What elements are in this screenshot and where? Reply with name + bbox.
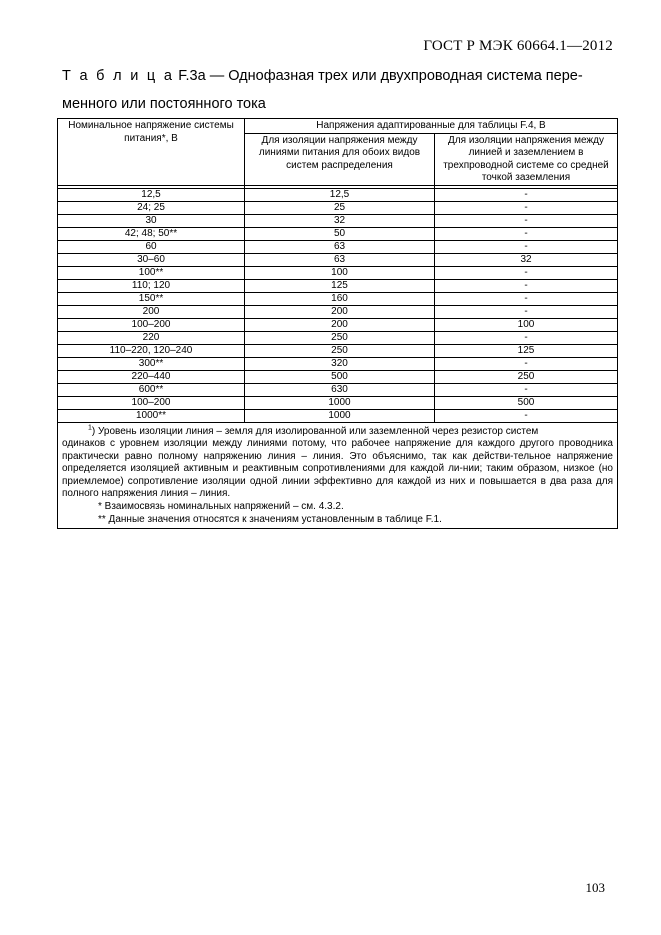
table-cell: 60 xyxy=(58,240,245,253)
table-cell: 500 xyxy=(245,370,435,383)
table-cell: - xyxy=(435,357,618,370)
voltage-table xyxy=(57,118,618,529)
table-row xyxy=(58,383,618,396)
table-cell: 42; 48; 50** xyxy=(58,227,245,240)
caption-text: F.3a — Однофазная трех или двухпроводная система пере-менного или постоянного тока xyxy=(62,68,583,112)
table-cell: - xyxy=(435,188,618,201)
note-paragraph xyxy=(62,426,613,439)
table-body xyxy=(58,185,618,422)
table-cell: 1000 xyxy=(245,409,435,422)
table-row xyxy=(58,305,618,318)
table-cell: 32 xyxy=(435,253,618,266)
table-cell: - xyxy=(435,201,618,214)
table-cell: 150** xyxy=(58,292,245,305)
table-row xyxy=(58,253,618,266)
table-cell: 100 xyxy=(245,266,435,279)
table-cell: 1000** xyxy=(58,409,245,422)
table-cell: - xyxy=(435,227,618,240)
table-cell: 12,5 xyxy=(245,188,435,201)
table-cell: 100** xyxy=(58,266,245,279)
table-row xyxy=(58,279,618,292)
table-cell: 220–440 xyxy=(58,370,245,383)
table-cell: 32 xyxy=(245,214,435,227)
table-cell: 63 xyxy=(245,240,435,253)
table-cell: 100–200 xyxy=(58,396,245,409)
table-row xyxy=(58,227,618,240)
table-row xyxy=(58,370,618,383)
table-cell: - xyxy=(435,240,618,253)
caption-label: Т а б л и ц а xyxy=(62,68,175,84)
note-superscript: 1 xyxy=(88,424,92,432)
table-cell: 300** xyxy=(58,357,245,370)
table-cell: 25 xyxy=(245,201,435,214)
note-continuation: одинаков с уровнем изоляции между линиями потому, что рабочее напряжение для каждого другого проводника практически равно полному напряжению линия – линия. Это объяснимо, так как действи-тельное напряжение определяется изоляцией активным и реактивным сопротивлениями для каждой ли-нии; таким образом, низкое (но приемлемое) сопротивление изоляции одной линии эффективно для каждой из них и повышается в два раза для полного напряжения линия – линия. xyxy=(62,438,613,500)
table-cell: 125 xyxy=(245,279,435,292)
document-header: ГОСТ Р МЭК 60664.1—2012 xyxy=(423,38,613,54)
table-cell: 200 xyxy=(245,305,435,318)
table-row xyxy=(58,396,618,409)
table-cell: 1000 xyxy=(245,396,435,409)
table-cell: 200 xyxy=(245,318,435,331)
note-text: ) Уровень изоляции линия – земля для изолированной или заземленной через резистор систем xyxy=(91,425,539,437)
table-cell: 250 xyxy=(435,370,618,383)
table-notes xyxy=(58,422,618,529)
table-cell: - xyxy=(435,279,618,292)
table-row xyxy=(58,214,618,227)
table-row xyxy=(58,357,618,370)
table-cell: 12,5 xyxy=(58,188,245,201)
table-row xyxy=(58,344,618,357)
table-cell: 110; 120 xyxy=(58,279,245,292)
table-row xyxy=(58,240,618,253)
table-row xyxy=(58,292,618,305)
table-cell: 500 xyxy=(435,396,618,409)
table-cell: 200 xyxy=(58,305,245,318)
footnote-double-star: ** Данные значения относятся к значениям установленным в таблице F.1. xyxy=(98,513,442,525)
table-row xyxy=(58,331,618,344)
table-caption xyxy=(62,62,607,118)
table-cell: - xyxy=(435,409,618,422)
table-cell: 63 xyxy=(245,253,435,266)
table-cell: 250 xyxy=(245,344,435,357)
table-cell: - xyxy=(435,214,618,227)
table-cell: 160 xyxy=(245,292,435,305)
table-cell: 220 xyxy=(58,331,245,344)
table-cell: 24; 25 xyxy=(58,201,245,214)
table-row xyxy=(58,266,618,279)
page-number: 103 xyxy=(585,880,605,895)
table-cell: 600** xyxy=(58,383,245,396)
col-header-line-to-earth: Для изоляции напряжения между линией и заземлением в трехпроводной системе со средней точкой заземления xyxy=(435,133,618,185)
table-cell: - xyxy=(435,292,618,305)
table-row xyxy=(58,409,618,422)
col-header-line-to-line: Для изоляции напряжения между линиями питания для обоих видов систем распределения xyxy=(245,133,435,185)
table-cell: - xyxy=(435,305,618,318)
table-cell: 320 xyxy=(245,357,435,370)
table-cell: 100 xyxy=(435,318,618,331)
footnote-star: * Взаимосвязь номинальных напряжений – см. 4.3.2. xyxy=(98,501,344,513)
table-cell: 50 xyxy=(245,227,435,240)
table-row xyxy=(58,318,618,331)
table-row xyxy=(58,201,618,214)
col-group-header-adapted-voltages: Напряжения адаптированные для таблицы F.4, В xyxy=(245,119,618,134)
table-cell: - xyxy=(435,383,618,396)
table-cell: - xyxy=(435,331,618,344)
table-cell: 100–200 xyxy=(58,318,245,331)
table-cell: 30–60 xyxy=(58,253,245,266)
col-header-nominal-voltage: Номинальное напряжение системы питания*, В xyxy=(58,119,245,186)
table-cell: 125 xyxy=(435,344,618,357)
table-cell: - xyxy=(435,266,618,279)
table-cell: 30 xyxy=(58,214,245,227)
table-cell: 630 xyxy=(245,383,435,396)
table-cell: 250 xyxy=(245,331,435,344)
table-row xyxy=(58,188,618,201)
table-cell: 110–220, 120–240 xyxy=(58,344,245,357)
